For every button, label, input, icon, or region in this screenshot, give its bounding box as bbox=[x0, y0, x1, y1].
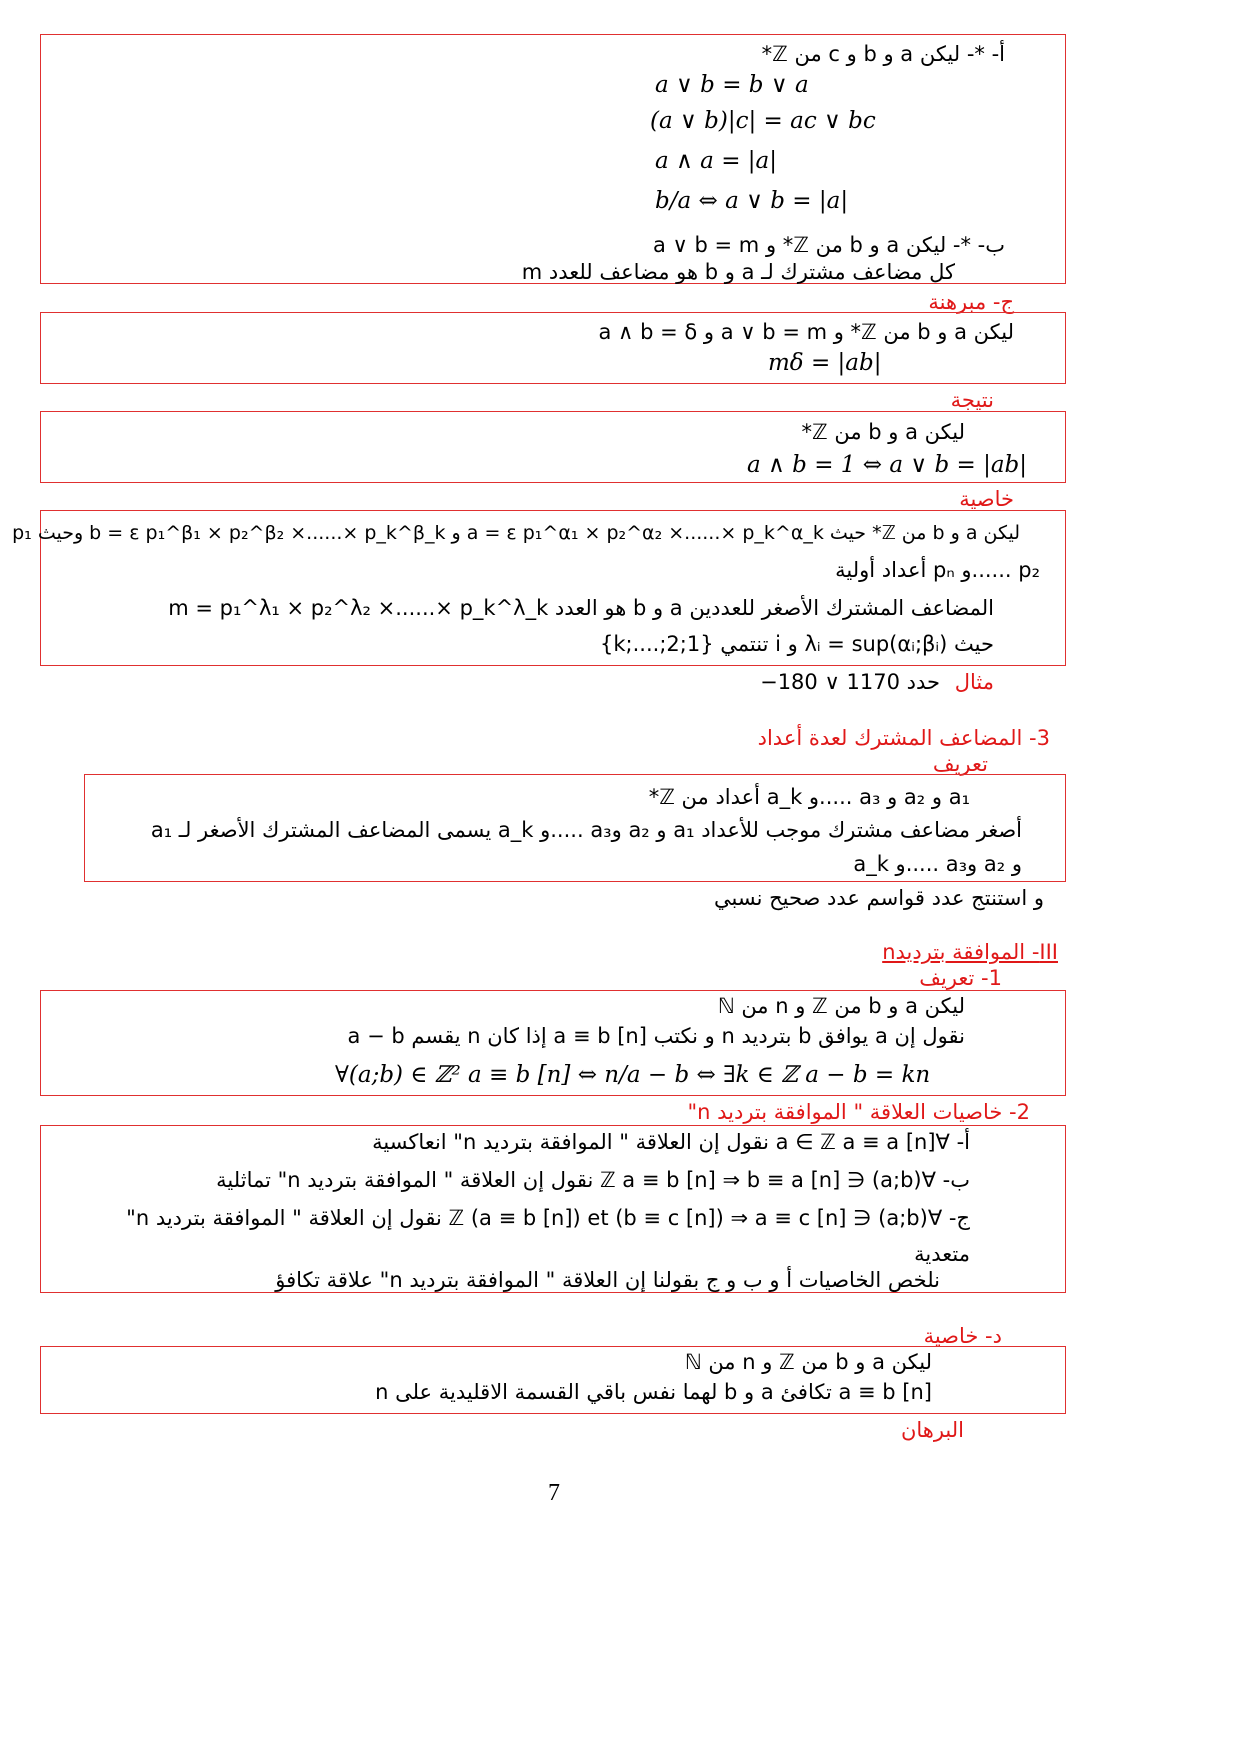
consequence-eq: a ∧ b = 1 ⇔ a ∨ b = |ab| bbox=[747, 452, 1028, 478]
heading-definition-1: 1- تعريف bbox=[919, 966, 1002, 990]
properties-summary: نلخص الخاصيات أ و ب و ج بقولنا إن العلاقة " الموافقة بترديد n" علاقة تكافؤ bbox=[275, 1268, 940, 1292]
property-line4: حيث λᵢ = sup(αᵢ;βᵢ) و i تنتمي {1;2;....;k} bbox=[600, 632, 994, 656]
heading-theorem: ج- مبرهنة bbox=[928, 290, 1014, 314]
line-b-intro: ب- *- ليكن a و b من ℤ* و a ∨ b = m bbox=[652, 233, 1005, 257]
congruence-eq: ∀(a;b) ∈ ℤ² a ≡ b [n] ⇔ n/a − b ⇔ ∃k ∈ ℤ a − b = kn bbox=[335, 1062, 931, 1088]
theorem-eq: mδ = |ab| bbox=[768, 350, 882, 376]
congruence-line1: ليكن a و b من ℤ و n من ℕ bbox=[717, 994, 965, 1018]
eq-divides: b/a ⇔ a ∨ b = |a| bbox=[655, 188, 849, 214]
heading-section2: 2- خاصيات العلاقة " الموافقة بترديد n" bbox=[687, 1100, 1030, 1124]
heading-property-d: د- خاصية bbox=[923, 1324, 1002, 1348]
heading-consequence: نتيجة bbox=[950, 388, 994, 412]
page-number: 7 bbox=[548, 1480, 560, 1506]
line-a-intro: أ- *- ليكن a و b و c من ℤ* bbox=[761, 42, 1005, 66]
eq-idempotent: a ∧ a = |a| bbox=[655, 148, 777, 174]
definition-line1: a₁ و a₂ و a₃ .....و a_k أعداد من ℤ* bbox=[648, 785, 970, 809]
property-line1: ليكن a و b من ℤ* حيث a = ε p₁^α₁ × p₂^α₂ ×......× p_k^α_k و b = ε p₁^β₁ × p₂^β₂ ×......× p_k^β_k وحيث p₁ bbox=[12, 522, 1020, 544]
eq-distributive: (a ∨ b)|c| = ac ∨ bc bbox=[650, 108, 876, 134]
congruence-line2: نقول إن a يوافق b بترديد n و نكتب a ≡ b [n] إذا كان n يقسم a − b bbox=[347, 1024, 965, 1048]
deduce-line: و استنتج عدد قواسم عدد صحيح نسبي bbox=[714, 886, 1044, 910]
heading-section-iii: III- الموافقة بترديدn bbox=[882, 940, 1058, 964]
property-transitive: ج- ∀(a;b) ∈ ℤ (a ≡ b [n]) et (b ≡ c [n]) ⇒ a ≡ c [n] نقول إن العلاقة " الموافقة بترديد n" bbox=[126, 1206, 970, 1230]
property-symmetric: ب- ∀(a;b) ∈ ℤ a ≡ b [n] ⇒ b ≡ a [n] نقول إن العلاقة " الموافقة بترديد n" تماثلية bbox=[216, 1168, 970, 1192]
theorem-line: ليكن a و b من ℤ* و a ∨ b = m و a ∧ b = δ bbox=[598, 320, 1014, 344]
property-line3: المضاعف المشترك الأصغر للعددين a و b هو العدد m = p₁^λ₁ × p₂^λ₂ ×......× p_k^λ_k bbox=[168, 596, 994, 620]
definition-line3: و a₂ وa₃ .....و a_k bbox=[853, 852, 1022, 876]
property-transitive-word: متعدية bbox=[914, 1242, 970, 1266]
property-d-line1: ليكن a و b من ℤ و n من ℕ bbox=[684, 1350, 932, 1374]
example-text: حدد 1170 ∨ 180− bbox=[760, 670, 940, 694]
property-d-line2: a ≡ b [n] تكافئ a و b لهما نفس باقي القسمة الاقليدية على n bbox=[375, 1380, 932, 1404]
property-reflexive: أ- ∀a ∈ ℤ a ≡ a [n] نقول إن العلاقة " الموافقة بترديد n" انعاكسية bbox=[372, 1130, 970, 1154]
consequence-line: ليكن a و b من ℤ* bbox=[801, 420, 965, 444]
heading-section3: 3- المضاعف المشترك لعدة أعداد bbox=[757, 726, 1050, 750]
line-b-result: كل مضاعف مشترك لـ a و b هو مضاعف للعدد m bbox=[521, 260, 955, 284]
property-line2: p₂ ......و pₙ أعداد أولية bbox=[835, 558, 1040, 582]
example-label: مثال bbox=[954, 670, 994, 694]
eq-commutative: a ∨ b = b ∨ a bbox=[655, 72, 809, 98]
definition-line2: أصغر مضاعف مشترك موجب للأعداد a₁ و a₂ وa₃ .....و a_k يسمى المضاعف المشترك الأصغر لـ a₁ bbox=[150, 818, 1022, 842]
heading-proof: البرهان bbox=[900, 1418, 964, 1442]
heading-definition: تعريف bbox=[932, 752, 988, 776]
heading-property: خاصية bbox=[959, 487, 1014, 511]
